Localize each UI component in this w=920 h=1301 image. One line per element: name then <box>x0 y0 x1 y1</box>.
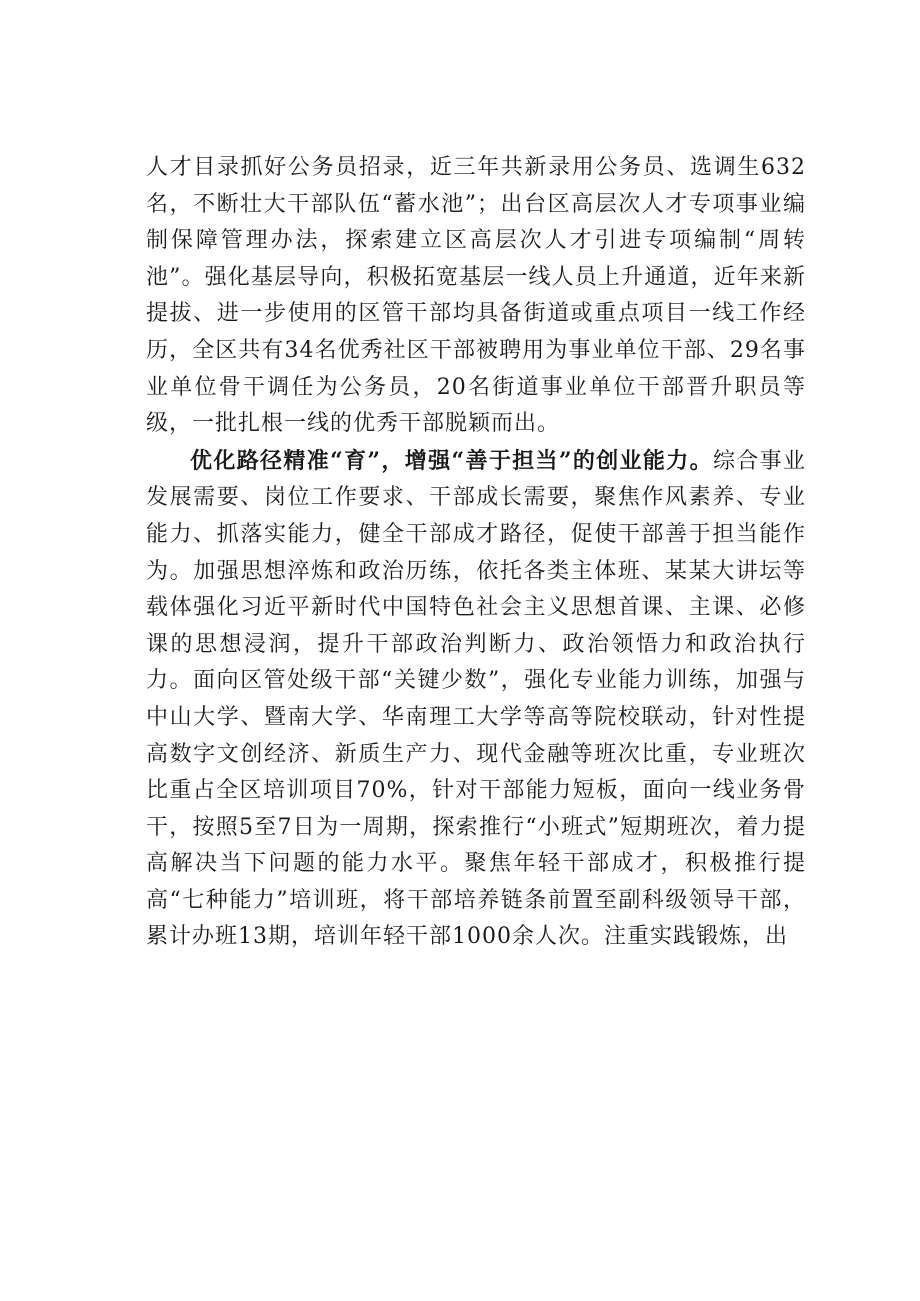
document-page <box>146 150 806 956</box>
paragraph-lead-heading: 优化路径精准“育”，增强“善于担当”的创业能力。 <box>190 447 713 474</box>
paragraph-cultivation-path <box>146 443 806 956</box>
paragraph-talent-recruitment: 人才目录抓好公务员招录，近三年共新录用公务员、选调生632名，不断壮大干部队伍“蓄水池”；出台区高层次人才专项事业编制保障管理办法，探索建立区高层次人才引进专项编制“周转池”。强化基层导向，积极拓宽基层一线人员上升通道，近年来新提拔、进一步使用的区管干部均具备街道或重点项目一线工作经历，全区共有34名优秀社区干部被聘用为事业单位干部、29名事业单位骨干调任为公务员，20名街道事业单位干部晋升职员等级，一批扎根一线的优秀干部脱颖而出。 <box>146 155 806 437</box>
paragraph-body-text: 综合事业发展需要、岗位工作要求、干部成长需要，聚焦作风素养、专业能力、抓落实能力，健全干部成才路径，促使干部善于担当能作为。加强思想淬炼和政治历练，依托各类主体班、某某大讲坛等载体强化习近平新时代中国特色社会主义思想首课、主课、必修课的思想浸润，提升干部政治判断力、政治领悟力和政治执行力。面向区管处级干部“关键少数”，强化专业能力训练，加强与中山大学、暨南大学、华南理工大学等高等院校联动，针对性提高数字文创经济、新质生产力、现代金融等班次比重，专业班次比重占全区培训项目70%，针对干部能力短板，面向一线业务骨干，按照5至7日为一周期，探索推行“小班式”短期班次，着力提高解决当下问题的能力水平。聚焦年轻干部成才，积极推行提高“七种能力”培训班，将干部培养链条前置至副科级领导干部，累计办班13期，培训年轻干部1000余人次。注重实践锻炼，出 <box>146 448 806 950</box>
